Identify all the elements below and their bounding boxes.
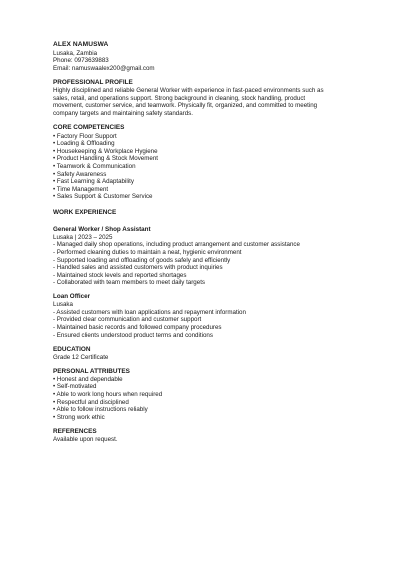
job-title: Loan Officer [53, 293, 91, 301]
references-heading: REFERENCES [53, 427, 97, 435]
candidate-name: ALEX NAMUSWA [53, 41, 109, 48]
list-item: - Managed daily shop operations, including product arrangement and customer assistance [53, 241, 300, 249]
list-item: • Self-motivated [53, 383, 97, 391]
job-duties-list [53, 241, 360, 287]
list-item: • Teamwork & Communication [53, 163, 136, 171]
attributes-heading: PERSONAL ATTRIBUTES [53, 367, 130, 375]
job-title: General Worker / Shop Assistant [53, 226, 151, 233]
job-meta: Lusaka | 2023 – 2025 [53, 233, 113, 241]
list-item: • Factory Floor Support [53, 132, 117, 140]
list-item: - Supported loading and offloading of goods safely and efficiently [53, 256, 231, 264]
candidate-email: Email: namuswaalex200@gmail.com [53, 64, 155, 72]
list-item: • Fast Learning & Adaptability [53, 178, 134, 186]
job-duties-list [53, 309, 360, 339]
list-item: - Provided clear communication and customer support [53, 316, 202, 324]
list-item: - Collaborated with team members to meet daily targets [53, 279, 206, 287]
list-item: • Able to work long hours when required [53, 391, 163, 398]
candidate-phone: Phone: 0973639883 [53, 57, 109, 65]
list-item: - Maintained basic records and followed company procedures [53, 324, 222, 332]
list-item: • Housekeeping & Workplace Hygiene [53, 147, 158, 155]
experience-heading: WORK EXPERIENCE [53, 209, 117, 216]
list-item: - Performed cleaning duties to maintain a neat, hygienic environment [53, 248, 242, 256]
references-detail: Available upon request. [53, 435, 118, 443]
list-item: - Ensured clients understood product terms and conditions [53, 331, 213, 339]
attributes-list [53, 376, 360, 422]
candidate-location: Lusaka, Zambia [53, 49, 98, 57]
list-item: • Product Handling & Stock Movement [53, 155, 158, 163]
list-item: • Honest and dependable [53, 375, 123, 383]
education-heading: EDUCATION [53, 345, 91, 353]
contact-block [53, 41, 360, 72]
competencies-heading: CORE COMPETENCIES [53, 124, 125, 132]
list-item: • Respectful and disciplined [53, 398, 129, 406]
profile-line: sales, retail, and operations support. Strong background in cleaning, stock handling, product [53, 94, 306, 102]
education-detail: Grade 12 Certificate [53, 353, 109, 361]
job-meta: Lusaka [53, 301, 73, 309]
profile-text [53, 87, 360, 117]
profile-line: company targets and maintaining safety standards. [53, 110, 193, 118]
competencies-list [53, 133, 360, 201]
profile-heading: PROFESSIONAL PROFILE [53, 78, 133, 86]
profile-line: Highly disciplined and reliable General Worker with experience in fast-paced environments such as [53, 87, 324, 95]
list-item: • Time Management [53, 185, 109, 193]
list-item: - Maintained stock levels and reported shortages [53, 271, 187, 279]
list-item: • Strong work ethic [53, 413, 105, 421]
list-item: - Handled sales and assisted customers with product inquiries [53, 264, 223, 272]
list-item: • Sales Support & Customer Service [53, 193, 153, 201]
list-item: • Able to follow instructions reliably [53, 406, 148, 414]
list-item: • Loading & Offloading [53, 140, 115, 148]
list-item: • Safety Awareness [53, 170, 107, 178]
list-item: - Assisted customers with loan applications and repayment information [53, 308, 246, 316]
profile-line: movement, customer service, and teamwork. Physically fit, organized, and committed to meeting [53, 102, 318, 110]
